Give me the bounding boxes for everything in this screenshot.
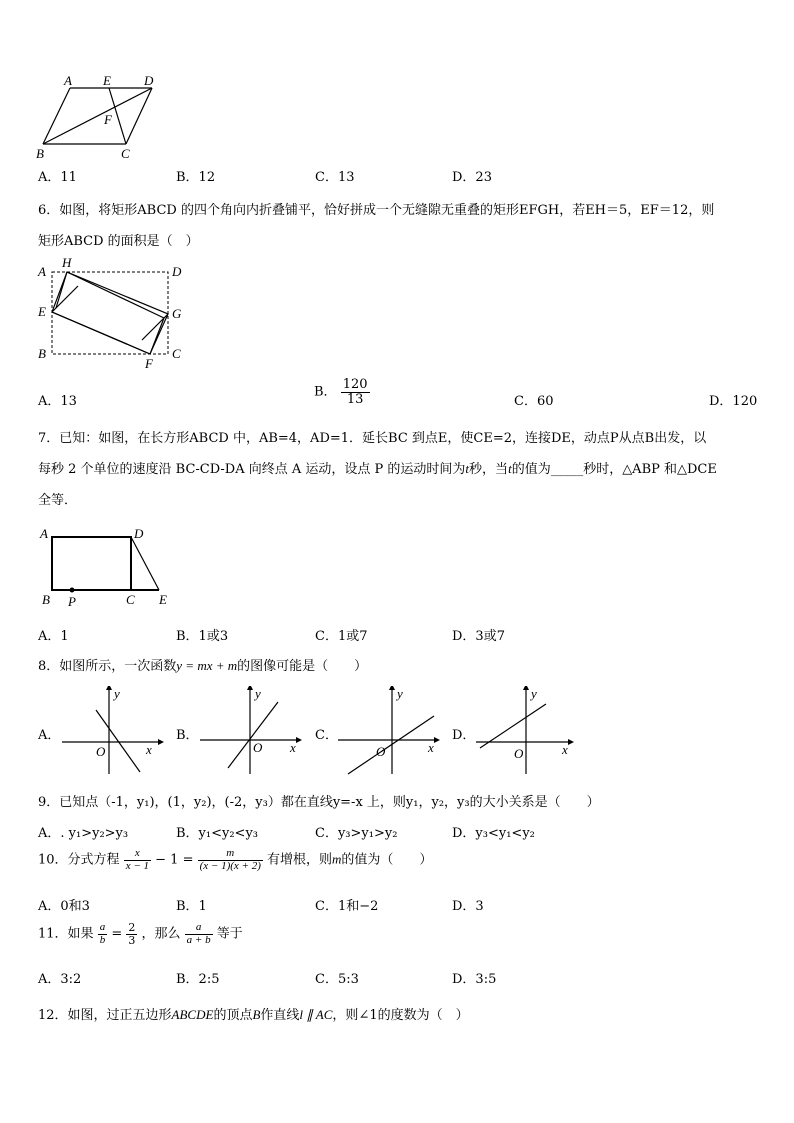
q6-option-b-denominator: 13: [346, 391, 364, 407]
q12-suffix: 的度数为（ ）: [377, 1008, 469, 1023]
q10-prefix: 10．分式方程: [38, 852, 120, 868]
q6-rectangle-figure: [34, 256, 194, 374]
q9-option-a: A．. y₁>y₂>y₃: [38, 826, 129, 841]
q11-fraction-2-over-3: [126, 922, 137, 946]
q8-option-c-label: C．: [315, 728, 338, 743]
q6-label-G: G: [172, 306, 182, 321]
q6-option-a: A．13: [38, 394, 77, 409]
q9-question-line: 9．已知点（-1，y₁)，(1，y₂)，(-2，y₃）都在直线y=-x 上，则y₁，y₂，y₃的大小关系是（ ）: [38, 795, 600, 810]
q7-question-line3: 全等．: [38, 493, 78, 508]
q11-option-a: A．3:2: [38, 972, 82, 987]
q11-option-d: D．3:5: [452, 972, 497, 987]
q12-parallel-relation: l ∥ AC: [299, 1007, 333, 1022]
q7-variable-t-1: t: [465, 461, 470, 476]
q6-rectangle-EFGH: [52, 272, 168, 354]
q5-label-D: D: [144, 73, 154, 88]
q6-fold-E-top: [52, 286, 78, 312]
q8-graph-a: [60, 686, 170, 778]
q6-label-H: H: [62, 256, 72, 270]
q6-question-line1: 6．如图，将矩形ABCD 的四个角向内折叠铺平，恰好拼成一个无缝隙无重叠的矩形EFGH，若EH＝5，EF＝12，则: [38, 203, 715, 218]
q7-label-D: D: [134, 526, 144, 541]
q6-fold-E-F: [52, 312, 150, 354]
q7-label-B: B: [42, 592, 50, 607]
q12-question-line: [38, 1004, 469, 1023]
q7-rectangle-figure: [34, 522, 184, 608]
q5-option-a: A．11: [38, 170, 77, 185]
q6-option-d: D．120: [709, 394, 758, 409]
q11-equals: =: [111, 926, 123, 942]
q10-question-line: [38, 848, 432, 872]
q6-question-line2: 矩形ABCD 的面积是（ ）: [38, 234, 199, 249]
q6-label-A: A: [38, 264, 46, 279]
q7-option-c: C．1或7: [315, 629, 368, 644]
q8-graph-b-line: [228, 702, 278, 768]
q7-label-C: C: [126, 592, 135, 607]
q7-label-P: P: [68, 594, 76, 608]
q5-label-A: A: [64, 73, 72, 88]
q7-line2-part-a: 每秒 2 个单位的速度沿 BC-CD-DA 向终点 A 运动，设点 P 的运动时间为: [38, 462, 466, 477]
q6-label-F: F: [145, 356, 153, 371]
q8-option-d-label: D．: [452, 728, 476, 743]
q5-label-E: E: [103, 73, 111, 88]
q7-option-b: B．1或3: [176, 629, 229, 644]
q12-mid1: 的顶点: [213, 1008, 253, 1023]
q11-fraction-3-denominator: a + b: [186, 933, 211, 946]
q8-graph-a-line: [96, 710, 140, 772]
q8-graph-b-y-label: y: [255, 686, 261, 701]
q11-fraction-2-denominator: 3: [128, 933, 136, 947]
q5-diagonal-BD: [43, 88, 152, 144]
q8-graph-d-y-label: y: [531, 686, 537, 701]
q10-middle: − 1 =: [155, 852, 194, 868]
q8-graph-c-origin: O: [376, 744, 386, 759]
q6-option-b-prefix: B．: [314, 384, 337, 400]
q8-graph-c-y-label: y: [397, 686, 403, 701]
q6-option-b-fraction: [341, 378, 370, 406]
q8-suffix: 的图像可能是（ ）: [237, 659, 368, 674]
q11-option-c: C．5:3: [315, 972, 359, 987]
q8-graph-b: [198, 686, 308, 778]
q11-fraction-3-numerator: a: [185, 922, 213, 935]
q6-fold-F-inner: [150, 318, 164, 354]
q6-option-c: C．60: [514, 394, 554, 409]
q7-variable-t-2: t: [508, 461, 512, 476]
q10-fraction-2-numerator: m: [198, 848, 263, 861]
q5-label-C: C: [121, 146, 130, 161]
q12-mid2: 作直线: [260, 1008, 300, 1023]
q6-fold-H-G: [67, 272, 164, 318]
q8-prefix: 8．如图所示，一次函数: [38, 659, 177, 674]
q5-label-B: B: [36, 146, 44, 161]
q7-option-a: A．1: [38, 629, 69, 644]
q12-angle-1: ∠1: [358, 1008, 378, 1023]
q8-option-a-label: A．: [38, 728, 61, 743]
q6-dashed-rectangle-ABCD: [52, 272, 168, 354]
q10-fraction-1-denominator: x − 1: [125, 859, 149, 872]
q11-middle: ，那么: [141, 926, 181, 942]
q5-parallelogram-figure: [30, 72, 170, 164]
q6-label-E: E: [38, 304, 46, 319]
q12-mid3: ，则: [332, 1008, 359, 1023]
q8-question-line: [38, 655, 367, 674]
q7-question-line2: [38, 458, 717, 477]
q10-fraction-2-denominator: (x − 1)(x + 2): [199, 859, 261, 872]
q8-graph-c: [336, 686, 446, 778]
q10-option-a: A．0和3: [38, 899, 90, 914]
q5-option-c: C．13: [315, 170, 355, 185]
q8-graph-d: [474, 686, 584, 778]
q7-label-E: E: [159, 592, 167, 607]
q7-line2-part-c: 的值为_____秒时，△ABP 和△DCE: [511, 462, 717, 477]
q11-fraction-a-over-b: [98, 922, 108, 946]
q10-option-b: B．1: [176, 899, 207, 914]
q9-option-b: B．y₁<y₂<y₃: [176, 826, 259, 841]
q6-option-b-numerator: 120: [342, 377, 368, 392]
q6-label-D: D: [172, 264, 182, 279]
q6-option-b: [314, 378, 370, 406]
q10-fraction-2: [198, 848, 263, 872]
q5-side-AB: [43, 88, 70, 144]
q10-option-d: D．3: [452, 899, 484, 914]
q7-segment-DE: [131, 537, 159, 590]
q11-suffix: 等于: [216, 926, 243, 942]
q9-option-c: C．y₃>y₁>y₂: [315, 826, 398, 841]
q5-option-b: B．12: [176, 170, 216, 185]
q8-graph-c-x-label: x: [428, 740, 434, 755]
q6-label-B: B: [38, 346, 46, 361]
q9-option-d: D．y₃<y₁<y₂: [452, 826, 535, 841]
q8-graph-c-line: [348, 716, 434, 774]
q5-option-d: D．23: [452, 170, 492, 185]
q11-fraction-a-over-a-plus-b: [185, 922, 213, 946]
q8-graph-b-x-label: x: [290, 740, 296, 755]
q8-graph-d-x-label: x: [562, 742, 568, 757]
q10-variable-m: m: [332, 851, 342, 867]
q11-option-b: B．2:5: [176, 972, 220, 987]
q6-fold-G-bottom: [142, 314, 168, 340]
q10-option-c: C．1和−2: [315, 899, 379, 914]
q11-fraction-1-denominator: b: [99, 933, 106, 946]
q5-label-F: F: [104, 112, 112, 127]
q6-label-C: C: [172, 346, 181, 361]
q10-suffix-b: 的值为（ ）: [341, 852, 433, 868]
q8-graph-d-origin: O: [514, 746, 524, 761]
q11-question-line: [38, 922, 243, 946]
q11-fraction-1-numerator: a: [99, 921, 106, 933]
q12-pentagon-name: ABCDE: [171, 1007, 214, 1022]
q12-vertex-b: B: [252, 1007, 261, 1022]
q7-option-d: D．3或7: [452, 629, 505, 644]
q10-suffix-a: 有增根，则: [267, 852, 333, 868]
q7-label-A: A: [40, 526, 48, 541]
q5-side-DC: [126, 88, 152, 144]
q7-point-P: [70, 588, 75, 593]
q8-graph-b-origin: O: [253, 740, 263, 755]
q12-prefix: 12．如图，过正五边形: [38, 1008, 172, 1023]
q8-formula: y = mx + m: [176, 658, 238, 673]
q10-fraction-1-numerator: x: [124, 848, 151, 861]
q11-prefix: 11．如果: [38, 926, 94, 942]
q7-rectangle-ABCD: [52, 537, 131, 590]
q7-question-line1: 7．已知：如图，在长方形ABCD 中，AB=4，AD=1．延长BC 到点E，使CE=2，连接DE，动点P从点B出发，以: [38, 431, 707, 446]
q10-fraction-1: [124, 848, 151, 872]
q7-line2-part-b: 秒，当: [469, 462, 509, 477]
q11-fraction-2-numerator: 2: [128, 921, 136, 934]
q8-option-b-label: B．: [176, 728, 199, 743]
q8-graph-a-origin: O: [96, 744, 106, 759]
q8-graph-a-y-label: y: [114, 686, 120, 701]
q8-graph-a-x-label: x: [146, 742, 152, 757]
